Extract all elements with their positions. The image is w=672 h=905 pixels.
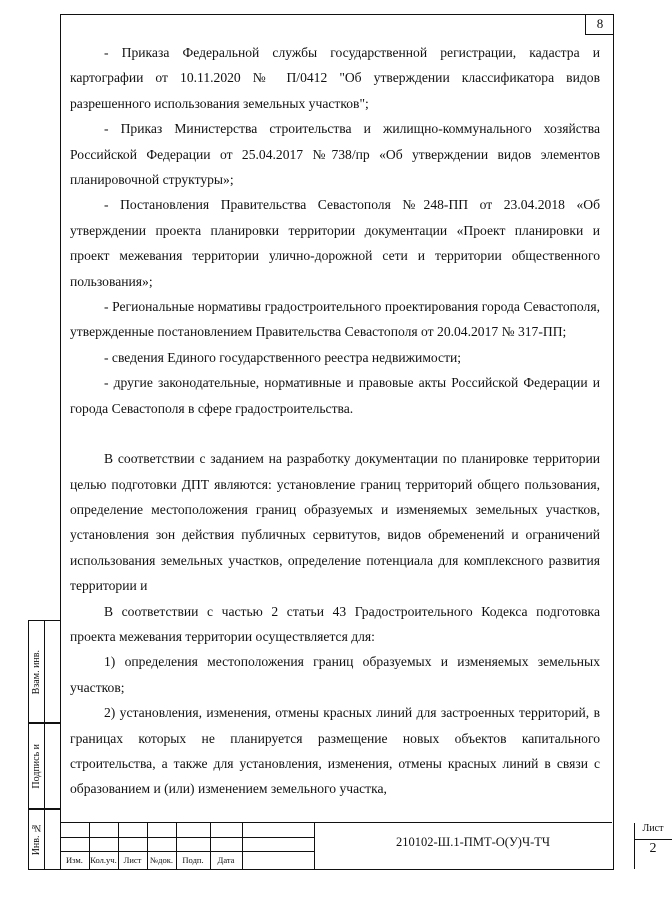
col-podp: Подп. [182,855,204,865]
col-list: Лист [123,855,142,865]
paragraph: - сведения Единого государственного реестра недвижимости; [104,349,462,365]
col-izm: Изм. [66,855,83,865]
paragraph: - другие законодательные, нормативные и правовые акты Российской Федерации и города Севастополя в сфере градостроительства. [70,375,600,416]
paragraph: - Региональные нормативы градостроительного проектирования города Севастополя, утвержденные постановлением Правительства Севастополя от 20.04.2017 № 317-ПП; [70,299,600,340]
document-code: 210102-Ш.1-ПМТ-О(У)Ч-ТЧ [396,835,550,849]
side-box-signature [28,722,61,810]
page-number: 8 [585,14,614,35]
paragraph: - Приказа Федеральной службы государственной регистрации, кадастра и картографии от 10.11.2020 № П/0412 "Об утверждении классификатора видов разрешенного использования земельных участков"; [70,45,600,111]
side-box-replaced-inv [28,620,61,724]
document-body [70,40,600,802]
col-ndok: №док. [150,855,173,865]
paragraph: - Приказ Министерства строительства и жилищно-коммунального хозяйства Российской Федерации от 25.04.2017 №738/пр «Об утверждении видов элементов планировочной структуры»; [70,121,600,188]
side-box-inv-number [28,808,61,870]
paragraph: В соответствии с частью 2 статьи 43 Градостроительного Кодекса подготовка проекта межевания территории осуществляется для: [70,603,600,644]
title-block [60,822,664,869]
sheet-label: Лист [642,823,664,834]
col-koluch: Кол.уч. [90,855,117,865]
side-label: Подпись и [31,743,42,789]
paragraph: В соответствии с заданием на разработку документации по планировке территории целью подготовки ДПТ являются: установление границ территорий общего пользования, определение местоположения границ образуемых и изменяемых земельных участков, установления зон действия публичных сервитутов, видов обременений и ограничений использования земельных участков, определение потенциала для комплексного развития территории и [70,451,600,594]
paragraph: 1) определения местоположения границ образуемых и изменяемых земельных участков; [70,654,600,695]
paragraph: - Постановления Правительства Севастополя №248-ПП от 23.04.2018 «Об утверждении проекта планировки территории документации «Проект планировки и проект межевания территории улично-дорожной сети и территории общественного пользования»; [70,197,600,289]
side-label: Инв. № [31,822,42,856]
paragraph: 2) установления, изменения, отмены красных линий для застроенных территорий, в границах которых не планируется размещение новых объектов капитального строительства, а также для установления, изменения, отмены красных линий в связи с образованием и (или) изменением земельного участка, [70,705,600,797]
side-label: Взам. инв. [31,649,42,695]
col-data: Дата [217,855,235,865]
sheet-number: 2 [649,841,657,856]
